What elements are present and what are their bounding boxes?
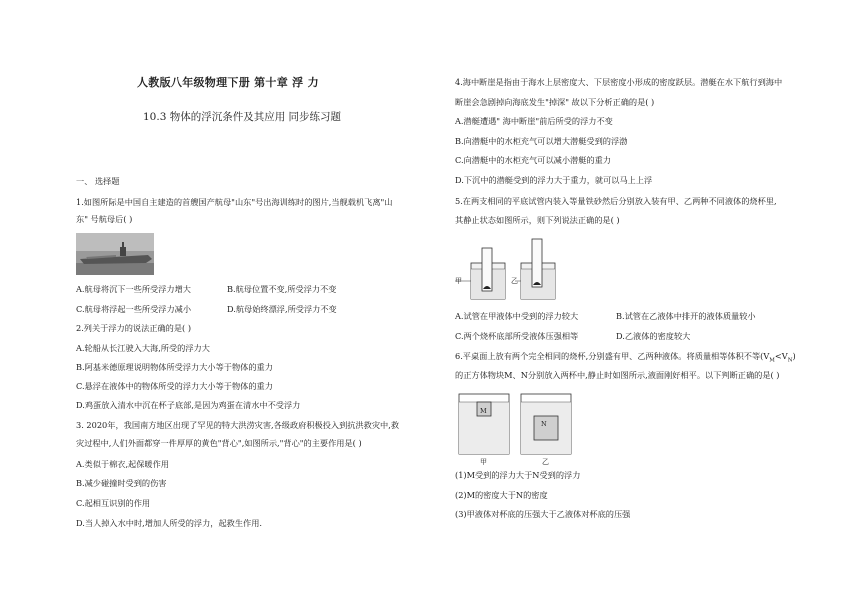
q4-option-c: C.向潜艇中的水柜充气可以减小潜艇的重力 xyxy=(455,155,611,165)
q1-stem-line2: 东" 号航母后( ) xyxy=(76,214,133,224)
q4-option-a: A.潜艇遭遇" 海中断崖"前后所受的浮力不变 xyxy=(455,116,613,126)
q6-label-n: N xyxy=(541,420,547,428)
page-subtitle: 10.3 物体的浮沉条件及其应用 同步练习题 xyxy=(143,111,342,123)
q4-stem-line2: 断崖会急剧掉向海底发生"掉深" 故以下分析正确的是( ) xyxy=(455,97,655,107)
q6-beakers-figure xyxy=(455,390,595,460)
page-title: 人教版八年级物理下册 第十章 浮 力 xyxy=(137,76,319,89)
q6-statement-2: (2)M的密度大于N的密度 xyxy=(455,490,548,500)
q3-option-c: C.起相互识别的作用 xyxy=(76,498,151,508)
q6-label-jia: 甲 xyxy=(480,458,487,466)
q4-option-d: D.下沉中的潜艇受到的浮力大于重力，就可以马上上浮 xyxy=(455,175,653,185)
q6-statement-1: (1)M受到的浮力大于N受到的浮力 xyxy=(455,470,581,480)
q5-option-a: A.试管在甲液体中受到的浮力较大 xyxy=(455,311,579,321)
q3-option-b: B.减少碰撞时受到的伤害 xyxy=(76,478,167,488)
q6-label-m: M xyxy=(480,407,487,415)
q5-stem-line2: 其静止状态如图所示，则下列说法正确的是( ) xyxy=(455,215,620,225)
q1-option-a: A.航母将沉下一些所受浮力增大 xyxy=(76,284,191,294)
q6-sub-n: N xyxy=(787,357,793,364)
q2-stem: 2.列关于浮力的说法正确的是( ) xyxy=(76,323,192,333)
q3-stem-line2: 灾过程中,人们外面都穿一件厚厚的黄色"背心",如图所示,"背心"的主要作用是( ) xyxy=(76,438,362,448)
q5-option-d: D.乙液体的密度较大 xyxy=(616,331,691,341)
q5-beakers-figure xyxy=(455,233,575,303)
q6-stem-text: 6.平桌面上放有两个完全相同的烧杯,分别盛有甲、乙两种液体。将质量相等体积不等(V xyxy=(455,351,770,361)
q2-option-d: D.鸡蛋放入清水中沉在杯子底部,是因为鸡蛋在清水中不受浮力 xyxy=(76,400,301,410)
q6-statement-3: (3)甲液体对杯底的压强大于乙液体对杯底的压强 xyxy=(455,509,631,519)
q5-option-c: C.两个烧杯底部所受液体压强相等 xyxy=(455,331,579,341)
q5-label-jia: 甲 xyxy=(455,277,462,285)
q4-option-b: B.向潜艇中的水柜充气可以增大潜艇受到的浮渤 xyxy=(455,136,628,146)
q6-stem-line1 xyxy=(455,351,796,367)
q1-stem-line1: 1.如图所际是中国自主建造的首艘国产航母"山东"号出海训练时的图片,当舰载机飞离"山 xyxy=(76,197,393,207)
q2-option-a: A.轮船从长江驶入大海,所受的浮力大 xyxy=(76,343,210,353)
q6-stem-mid: <V xyxy=(774,351,788,361)
q6-label-yi: 乙 xyxy=(542,458,549,466)
q3-option-a: A.类似于棉衣,起保暖作用 xyxy=(76,459,169,469)
q5-option-b: B.试管在乙液体中排开的液体质量较小 xyxy=(616,311,756,321)
section-heading: 一、 选择题 xyxy=(76,176,120,186)
q1-option-d: D.航母始终漂浮,所受浮力不变 xyxy=(227,304,337,314)
q1-option-c: C.航母将浮起一些所受浮力减小 xyxy=(76,304,192,314)
q2-option-c: C.悬浮在液体中的物体所受的浮力大小等于物体的重力 xyxy=(76,381,273,391)
q6-sub-m: M xyxy=(769,357,775,364)
q5-label-yi: 乙 xyxy=(511,277,518,285)
q4-stem-line1: 4.海中断崖是指由于海水上层密度大、下层密度小形成的密度跃层。潜艇在水下航行到海中 xyxy=(455,77,783,87)
q3-option-d: D.当人掉入水中时,增加人所受的浮力，起救生作用. xyxy=(76,518,263,528)
q2-option-b: B.阿基米德原理说明物体所受浮力大小等于物体的重力 xyxy=(76,362,273,372)
q3-stem-line1: 3. 2020年，我国南方地区出现了罕见的特大洪涝灾害,各级政府积极投入到抗洪救灾中,救 xyxy=(76,420,400,430)
q6-stem-end: ) xyxy=(792,351,796,361)
aircraft-carrier-image xyxy=(76,233,154,275)
q1-option-b: B.航母位置不变,所受浮力不变 xyxy=(227,284,337,294)
q6-stem-line2: 的正方体物块M、N分别放入两杯中,静止时如图所示,液面刚好相平。以下判断正确的是( ) xyxy=(455,370,780,380)
q5-stem-line1: 5.在两支相同的平底试管内装入等量铁砂然后分别放入装有甲、乙两种不同液体的烧杯里, xyxy=(455,196,777,206)
